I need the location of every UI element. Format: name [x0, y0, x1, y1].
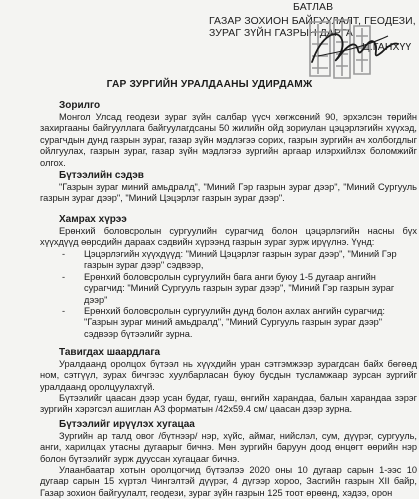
list-item: - Ерөнхий боловсролын сургуулийн дунд болон ахлах ангийн сурагчид: "Газрын зураг миний амьдралд", "Миний Сургууль газрын зураг дээр" сэдвээр бүтээлийг зурна.	[62, 306, 385, 339]
section-paragraph-requirements-1: Уралдаанд оролцох бүтээл нь хүүхдийн уран сэтгэмжээр зурагдсан байх бөгөөд ном, сэтгүүл, зурах бичгээс хуулбарласан буюу бусдын тусламжаар зурсан зургийг уралдаанд оролцуулахгүй.	[40, 359, 417, 392]
approval-signatory: Ц.ГАНХҮҮ	[362, 42, 412, 53]
section-heading-goal: Зорилго	[59, 100, 101, 111]
section-paragraph-deadline-1: Зургийн ар талд овог /бүтнээр/ нэр, хүйс, аймаг, нийслэл, сум, дүүрэг, сургууль, анги, харилцах утасны дугаарыг бичнэ. Мөн зургийн баруун доод өнцөгт өөрийн нэр болон бүтээлийг зурж дууссан хугацааг бичнэ.	[40, 431, 417, 464]
scope-list	[40, 249, 417, 340]
signature	[308, 22, 400, 72]
approval-heading: БАТЛАВ	[293, 2, 334, 13]
approval-position: ЗУРАГ ЗҮЙН ГАЗРЫН ДАРГА	[209, 28, 353, 39]
list-item: - Цэцэрлэгийн хүүхдүүд: "Миний Цэцэрлэг газрын зураг дээр", "Миний Гэр газрын зураг дээр" сэдвээр,	[62, 249, 397, 271]
section-heading-deadline: Бүтээлийг ирүүлэх хугацаа	[59, 419, 195, 430]
section-heading-scope: Хамрах хүрээ	[59, 214, 127, 225]
section-heading-requirements: Тавигдах шаардлага	[59, 347, 161, 358]
document-title: ГАР ЗУРГИЙН УРАЛДААНЫ УДИРДАМЖ	[106, 79, 313, 90]
list-item: - Ерөнхий боловсролын сургуулийн бага анги буюу 1-5 дугаар ангийн сурагчид: "Миний Сургууль газрын зураг дээр", "Миний Гэр газрын зураг дээр"	[62, 271, 395, 305]
section-paragraph-goal: Монгол Улсад геодези зураг зүйн салбар үүсч хөгжсөний 90, эрхэлсэн төрийн захиргааны байгууллага байгуулагдсаны 50 жилийн ойд зориулан цэцэрлэгийн хүүхэд, сурагчдын дунд газрын зураг, газар зүйн мэдлэгээ сорих, газрын зургийн ач холбогдлыг ойлгуулах, газрын зураг, газар зүйн мэдлэгээ зургийн аргаар илэрхийлэх боломжийг олгох.	[40, 112, 417, 168]
section-paragraph-requirements-2: Бүтээлийг цаасан дээр усан будаг, гуаш, өнгийн харандаа, балын харандаа зэрэг зургийн хэрэгсэл ашиглан А3 форматын /42х59.4 см/ цаасан дээр зурна.	[40, 393, 417, 415]
approval-organization: ГАЗАР ЗОХИОН БАЙГУУЛАЛТ, ГЕОДЕЗИ,	[209, 16, 416, 27]
section-heading-topic: Бүтээлийн сэдэв	[59, 170, 144, 181]
section-paragraph-deadline-2: Улаанбаатар хотын оролцогчид бүтээлээ 2020 оны 10 дугаар сарын 1-ээс 10 дугаар сарын 15 хүртэл Чингэлтэй дүүрэг, 4 дүгээр хороо, Засгийн газрын XII байр, Газар зохион байгуулалт, геодези, зураг зүйн газрын 125 тоот өрөөнд, хэдээ, орон	[40, 465, 417, 498]
section-paragraph-topic: "Газрын зураг миний амьдралд", "Миний Гэр газрын зураг дээр", "Миний Сургууль газрын зураг дээр", "Миний Цэцэрлэг газрын зураг дээр".	[40, 182, 417, 204]
section-paragraph-scope: Ерөнхий боловсролын сургуулийн сурагчид болон цэцэрлэгийн насны бүх хүүхдүүд өөрсдийн дараах сэдвийн хүрээнд газрын зураг зурж ирүүлнэ. Үүнд:	[40, 226, 417, 248]
